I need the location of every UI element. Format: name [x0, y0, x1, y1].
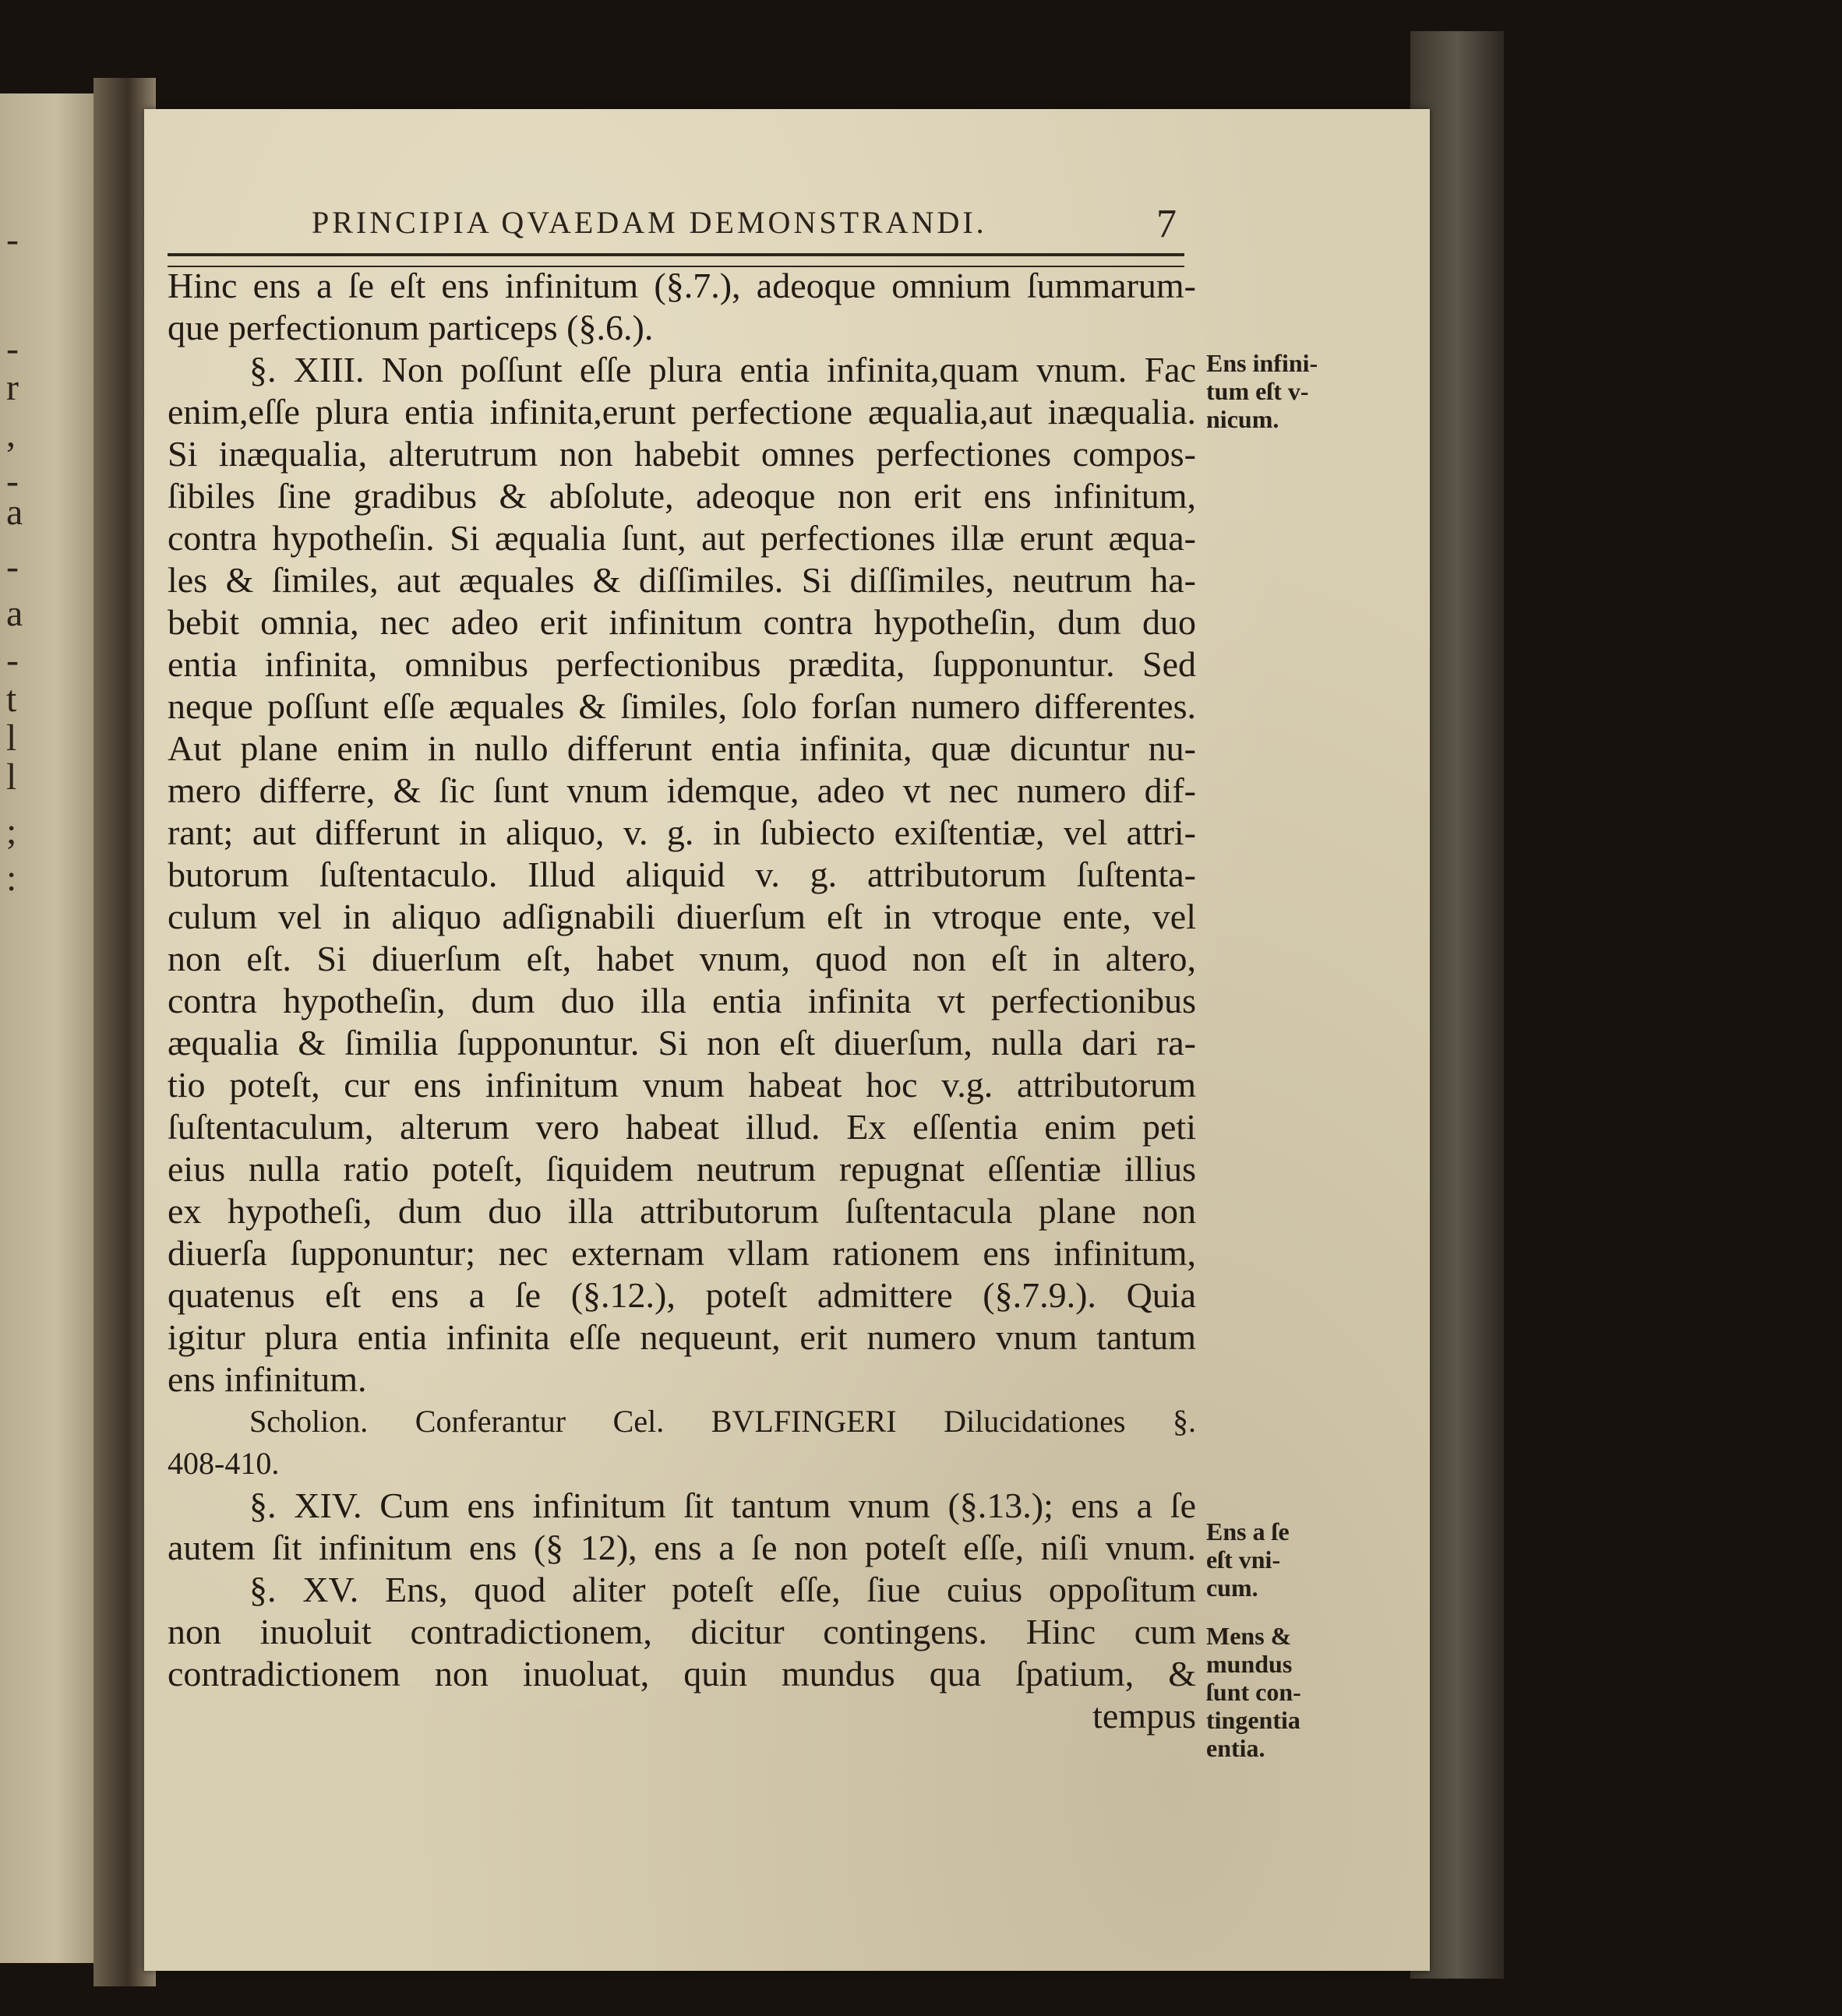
- text-line: non inuoluit contradictionem, dicitur contingens. Hinc cum: [168, 1612, 1196, 1651]
- scholion-line: 408-410.: [168, 1446, 280, 1481]
- marginal-note: [1206, 1622, 1301, 1762]
- text-line: tio poteſt, cur ens infinitum vnum habeat hoc v.g. attributorum: [168, 1065, 1196, 1105]
- left-page-letters: [0, 93, 94, 1963]
- left-edge-char: :: [6, 858, 17, 899]
- page-number: 7: [1156, 202, 1177, 246]
- marginal-note: [1206, 349, 1318, 433]
- left-edge-char: a: [6, 492, 23, 533]
- marginal-note-line: entia.: [1206, 1734, 1265, 1762]
- left-edge-char: a: [6, 593, 23, 634]
- text-line: ſibiles ſine gradibus & abſolute, adeoque non erit ens infinitum,: [168, 476, 1196, 516]
- scholion-line: Scholion. Conferantur Cel. BVLFINGERI Dilucidationes §.: [249, 1404, 1196, 1439]
- text-line: bebit omnia, nec adeo erit infinitum contra hypotheſin, dum duo: [168, 602, 1196, 642]
- marginal-note-line: Mens &: [1206, 1622, 1292, 1650]
- catchword: tempus: [1092, 1696, 1196, 1736]
- text-line: que perfectionum particeps (§.6.).: [168, 308, 654, 347]
- left-edge-char: -: [6, 328, 19, 369]
- text-line: contra hypotheſin. Si æqualia ſunt, aut perfectiones illæ erunt æqua-: [168, 518, 1196, 558]
- left-edge-char: ,: [6, 414, 16, 455]
- text-line: §. XV. Ens, quod aliter poteſt eſſe, ſiue cuius oppoſitum: [249, 1570, 1196, 1609]
- marginal-note-line: tum eſt v-: [1206, 377, 1309, 405]
- text-line: entia infinita, omnibus perfectionibus prædita, ſupponuntur. Sed: [168, 644, 1196, 684]
- marginal-note-line: ſunt con-: [1206, 1678, 1301, 1706]
- marginal-note-line: tingentia: [1206, 1706, 1300, 1734]
- marginal-note: [1206, 1517, 1290, 1602]
- left-edge-char: r: [6, 367, 19, 408]
- text-line: mero differre, & ſic ſunt vnum idemque, adeo vt nec numero dif-: [168, 770, 1196, 810]
- marginal-note-line: Ens a ſe: [1206, 1517, 1290, 1545]
- text-line: igitur plura entia infinita eſſe nequeunt, erit numero vnum tantum: [168, 1317, 1196, 1357]
- text-line: diuerſa ſupponuntur; nec externam vllam rationem ens infinitum,: [168, 1233, 1196, 1273]
- text-line: ſuſtentaculum, alterum vero habeat illud. Ex eſſentia enim peti: [168, 1107, 1196, 1147]
- text-line: ens infinitum.: [168, 1359, 367, 1399]
- text-line: culum vel in aliquo adſignabili diuerſum eſt in vtroque ente, vel: [168, 897, 1196, 936]
- left-edge-char: l: [6, 756, 17, 798]
- running-head: [312, 204, 1192, 251]
- marginal-note-line: Ens infini-: [1206, 349, 1318, 377]
- left-edge-char: -: [6, 640, 19, 681]
- left-page-edge: [0, 93, 94, 1963]
- marginal-note-line: cum.: [1206, 1574, 1258, 1602]
- marginal-note-line: nicum.: [1206, 405, 1279, 433]
- text-line: eius nulla ratio poteſt, ſiquidem neutrum repugnat eſſentiæ illius: [168, 1149, 1196, 1189]
- left-edge-char: -: [6, 546, 19, 587]
- text-line: contra hypotheſin, dum duo illa entia infinita vt perfectionibus: [168, 981, 1196, 1020]
- left-edge-char: l: [6, 717, 17, 759]
- text-line: neque poſſunt eſſe æquales & ſimiles, ſolo forſan numero differentes.: [168, 686, 1196, 726]
- text-line: Si inæqualia, alterutrum non habebit omnes perfectiones compos-: [168, 434, 1196, 474]
- left-edge-char: t: [6, 678, 17, 720]
- left-edge-char: -: [6, 219, 19, 260]
- main-text: [168, 265, 1196, 1737]
- text-line: quatenus eſt ens a ſe (§.12.), poteſt admittere (§.7.9.). Quia: [168, 1275, 1196, 1315]
- left-edge-char: ;: [6, 811, 17, 852]
- text-line: ex hypotheſi, dum duo illa attributorum ſuſtentacula plane non: [168, 1191, 1196, 1231]
- text-line: butorum ſuſtentaculo. Illud aliquid v. g. attributorum ſuſtenta-: [168, 855, 1196, 894]
- text-line: Aut plane enim in nullo differunt entia infinita, quæ dicuntur nu-: [168, 728, 1196, 768]
- text-line: contradictionem non inuoluat, quin mundus qua ſpatium, &: [168, 1654, 1196, 1694]
- text-line: non eſt. Si diuerſum eſt, habet vnum, quod non eſt in altero,: [168, 939, 1196, 978]
- left-edge-char: -: [6, 460, 19, 502]
- text-line: autem ſit infinitum ens (§ 12), ens a ſe non poteſt eſſe, niſi vnum.: [168, 1528, 1196, 1567]
- text-line: enim,eſſe plura entia infinita,erunt perfectione æqualia,aut inæqualia.: [168, 392, 1196, 432]
- text-line: §. XIII. Non poſſunt eſſe plura entia infinita,quam vnum. Fac: [249, 350, 1196, 389]
- running-head-title: PRINCIPIA QVAEDAM DEMONSTRANDI.: [312, 205, 987, 240]
- text-line: æqualia & ſimilia ſupponuntur. Si non eſt diuerſum, nulla dari ra-: [168, 1023, 1196, 1063]
- marginal-note-line: eſt vni-: [1206, 1545, 1281, 1574]
- text-line: rant; aut differunt in aliquo, v. g. in ſubiecto exiſtentiæ, vel attri-: [168, 812, 1196, 852]
- text-line: les & ſimiles, aut æquales & diſſimiles. Si diſſimiles, neutrum ha-: [168, 560, 1196, 600]
- text-line: Hinc ens a ſe eſt ens infinitum (§.7.), adeoque omnium ſummarum-: [168, 266, 1196, 305]
- marginal-note-line: mundus: [1206, 1650, 1293, 1678]
- text-line: §. XIV. Cum ens infinitum ſit tantum vnum (§.13.); ens a ſe: [249, 1486, 1196, 1525]
